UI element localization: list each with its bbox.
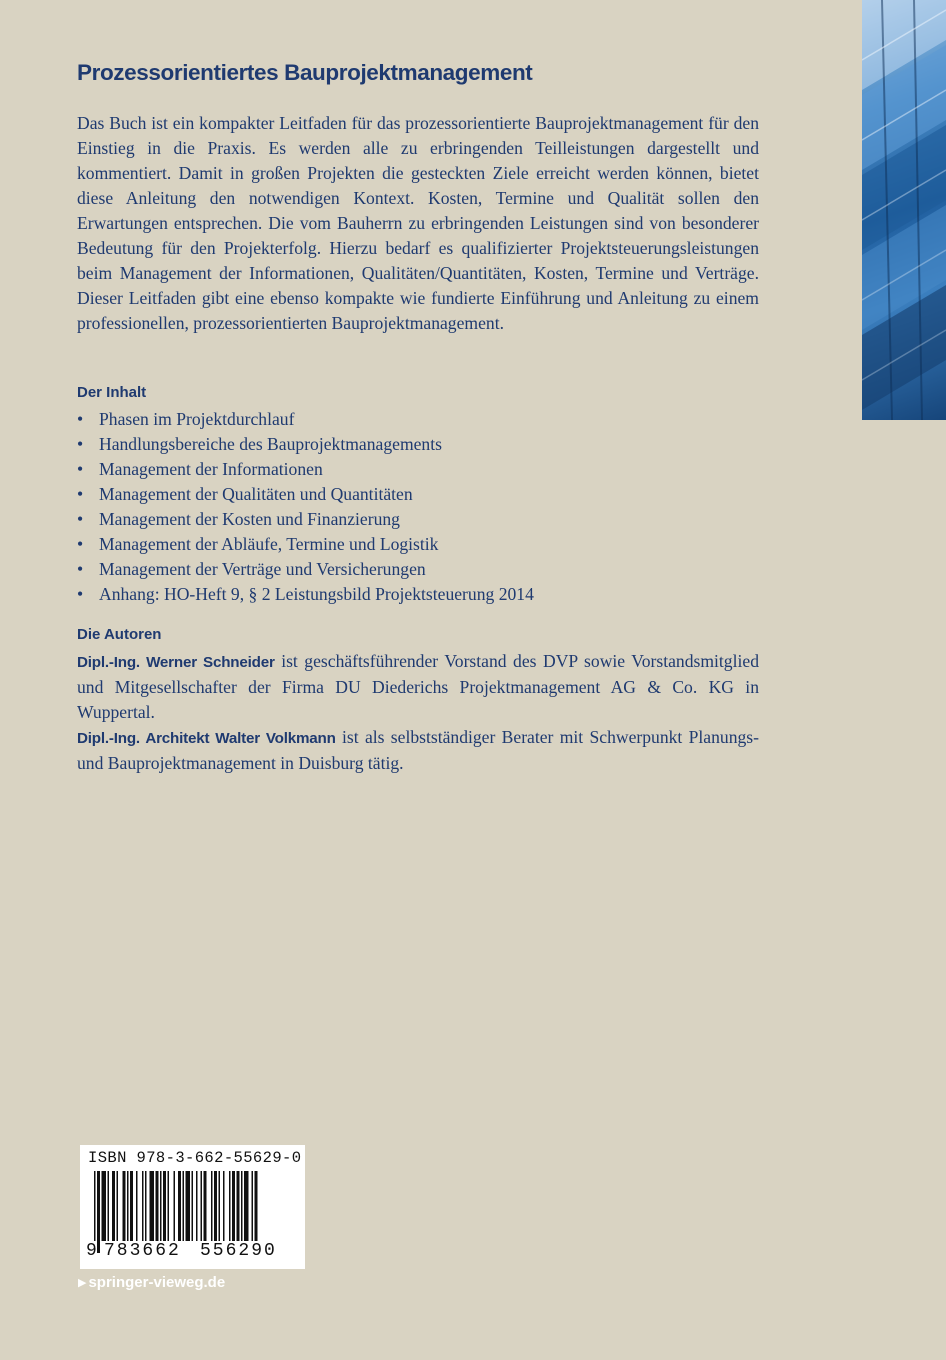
list-item: • Management der Qualitäten und Quantitäten [77, 482, 534, 507]
barcode-bar [237, 1171, 240, 1241]
barcode-bar [244, 1171, 249, 1241]
barcode-bar [160, 1171, 162, 1241]
barcode-bar [145, 1171, 147, 1241]
list-item: • Management der Kosten und Finanzierung [77, 507, 534, 532]
barcode-digits [86, 1241, 299, 1267]
bullet-icon: • [77, 409, 84, 429]
authors-heading: Die Autoren [77, 626, 162, 643]
barcode-bar [150, 1171, 155, 1241]
list-item: • Anhang: HO-Heft 9, § 2 Leistungsbild Projektsteuerung 2014 [77, 582, 534, 607]
barcode-bar [108, 1171, 110, 1241]
bullet-icon: • [77, 509, 84, 529]
bullet-icon: • [77, 559, 84, 579]
list-item: • Handlungsbereiche des Bauprojektmanagements [77, 432, 534, 457]
barcode-bar [163, 1171, 166, 1241]
barcode-digits-left: 783662 [104, 1241, 181, 1261]
barcode-bar [186, 1171, 191, 1241]
author-bio-schneider: Dipl.-Ing. Werner Schneider ist geschäftsführender Vorstand des DVP sowie Vorstandsmitglied und Mitgesellschafter der Firma DU Diederichs Projektmanagement AG & Co. KG in Wuppertal. [77, 651, 759, 722]
publisher-link[interactable]: ▶ springer-vieweg.de [78, 1274, 226, 1291]
barcode-bar [229, 1171, 231, 1241]
cover-photo-strip [862, 0, 946, 420]
book-title: Prozessorientiertes Bauprojektmanagement [77, 60, 533, 85]
author-bio-volkmann: Dipl.-Ing. Architekt Walter Volkmann ist als selbstständiger Berater mit Schwerpunkt Planungs-und Bauprojektmanagement in Duisburg tätig. [77, 727, 760, 773]
bullet-icon: • [77, 584, 84, 604]
barcode-bar [252, 1171, 254, 1241]
authors-section [77, 649, 759, 776]
list-item: • Phasen im Projektdurchlauf [77, 407, 534, 432]
barcode-digit-first: 9 [86, 1241, 97, 1261]
barcode-bar [168, 1171, 170, 1241]
barcode-bar [204, 1171, 207, 1241]
barcode-bar [156, 1171, 159, 1241]
barcode-bar [136, 1171, 138, 1241]
building-facade-image [862, 0, 946, 420]
barcode-bar [102, 1171, 107, 1241]
barcode-bar [117, 1171, 119, 1241]
list-item: • Management der Informationen [77, 457, 534, 482]
arrow-icon: ▶ [78, 1277, 87, 1289]
barcode-digits-right: 556290 [200, 1241, 277, 1261]
contents-list [77, 407, 534, 607]
book-description: Das Buch ist ein kompakter Leitfaden für das prozessorientierte Bauprojektmanagement für den Einstieg in die Praxis. Es werden alle zu erbringenden Teilleistungen dargestellt und kommentiert. Damit in großen Projekten die gesteckten Ziele erreicht werden können, bietet diese Anleitung den notwendigen Kontext. Kosten, Termine und Qualität sollen den Erwartungen entsprechen. Die vom Bauherrn zu erbringenden Leistungen sind von besonderer Bedeutung für den Projekterfolg. Hierzu bedarf es qualifizierter Projektsteuerungsleistungen beim Management der Informationen, Qualitäten/Quantitäten, Kosten, Termine und Verträge. Dieser Leitfaden gibt eine ebenso kompakte wie fundierte Einführung und Anleitung zu einem professionellen, prozessorientierten Bauprojektmanagement. [77, 113, 759, 333]
barcode-bar [223, 1171, 225, 1241]
barcode-bar [201, 1171, 203, 1241]
contents-heading: Der Inhalt [77, 384, 147, 401]
barcode-bar [196, 1171, 198, 1241]
barcode-bar [142, 1171, 144, 1241]
isbn-barcode [80, 1145, 305, 1269]
author-name: Dipl.-Ing. Werner Schneider [77, 654, 275, 671]
barcode-bar [183, 1171, 185, 1241]
barcode-bar [214, 1171, 217, 1241]
barcode-bar [130, 1171, 133, 1241]
isbn-number: ISBN 978-3-662-55629-0 [88, 1149, 302, 1167]
author-name: Dipl.-Ing. Architekt Walter Volkmann [77, 730, 336, 747]
barcode-bar [192, 1171, 194, 1241]
barcode-bar [219, 1171, 221, 1241]
barcode-bar [123, 1171, 126, 1241]
bullet-icon: • [77, 459, 84, 479]
bullet-icon: • [77, 484, 84, 504]
barcode-bar [211, 1171, 213, 1241]
barcode-bar [112, 1171, 115, 1241]
bullet-icon: • [77, 534, 84, 554]
list-item: • Management der Abläufe, Termine und Logistik [77, 532, 534, 557]
bullet-icon: • [77, 434, 84, 454]
barcode-bar [127, 1171, 129, 1241]
barcode-bar [232, 1171, 235, 1241]
list-item: • Management der Verträge und Versicherungen [77, 557, 534, 582]
barcode-bar [241, 1171, 243, 1241]
